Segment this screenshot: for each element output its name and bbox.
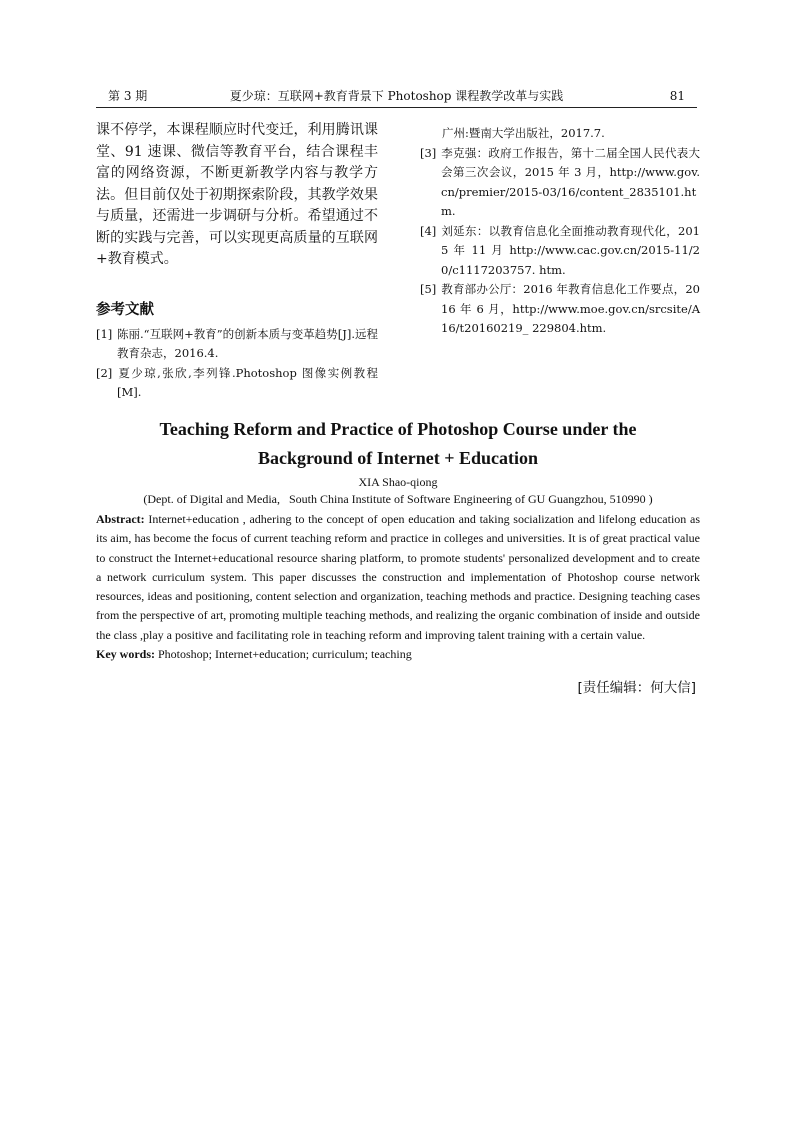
reference-item-4 bbox=[420, 222, 700, 281]
reference-continuation: 广州:暨南大学出版社，2017.7. bbox=[442, 126, 605, 140]
reference-number: [5] bbox=[420, 282, 437, 296]
right-column bbox=[420, 124, 700, 339]
reference-number: [3] bbox=[420, 145, 437, 160]
english-author: XIA Shao-qiong bbox=[358, 475, 438, 489]
reference-text: 刘延东：以教育信息化全面推动教育现代化，2015 年 11 月 http://www.cac.gov.cn/2015-11/20/c1117203757. htm. bbox=[441, 223, 700, 277]
keywords-label: Key words: bbox=[96, 647, 155, 662]
reference-text: 李克强：政府工作报告，第十二届全国人民代表大会第三次会议，2015 年 3 月，http://www.gov.cn/premier/2015-03/16/content_2835101.htm. bbox=[441, 145, 700, 218]
running-title: 夏少琼：互联网+教育背景下 Photoshop 课程教学改革与实践 bbox=[229, 89, 564, 103]
page-number: 81 bbox=[669, 89, 685, 103]
english-title bbox=[96, 415, 700, 473]
issue-number: 第 3 期 bbox=[108, 89, 148, 103]
running-header bbox=[96, 86, 697, 108]
reference-number: [2] bbox=[96, 365, 113, 380]
english-title-line-1: Teaching Reform and Practice of Photoshop Course under the bbox=[159, 419, 637, 439]
left-column bbox=[96, 120, 378, 403]
english-abstract bbox=[96, 510, 700, 645]
reference-number: [1] bbox=[96, 326, 113, 341]
abstract-label: Abstract: bbox=[96, 512, 145, 526]
english-title-line-2: Background of Internet + Education bbox=[258, 448, 538, 468]
references-heading: 参考文献 bbox=[96, 301, 154, 318]
reference-item-1 bbox=[96, 325, 378, 364]
reference-text: 陈丽.“互联网+教育”的创新本质与变革趋势[J].远程教育杂志，2016.4. bbox=[117, 326, 378, 360]
header-rule bbox=[96, 107, 697, 108]
keywords-text: Photoshop; Internet+education; curriculum; teaching bbox=[155, 647, 412, 662]
english-abstract-block bbox=[96, 415, 700, 664]
reference-item-3 bbox=[420, 144, 700, 222]
reference-text: 夏少琼,张欣,李列锋.Photoshop 图像实例教程[M]. bbox=[117, 365, 378, 399]
english-keywords bbox=[96, 645, 700, 664]
responsible-editor: [责任编辑：何大信] bbox=[577, 680, 696, 696]
abstract-text: Internet+education , adhering to the concept of open education and taking socialization and lifelong education as its aim, has become the focus of current teaching reform and practice in colleges and universities. It is of great practical value to construct the Internet+educational resource sharing platform, to promote students' personalized development and to create a network curriculum system. This paper discusses the construction and implementation of Photoshop course network resources, ideas and positioning, content selection and organization, teaching methods and practice. Designing teaching cases from the perspective of art, promoting multiple teaching methods, and realizing the organic combination of inside and outside the class ,play a positive and facilitating role in teaching reform and improving talent training with a certain value. bbox=[96, 512, 700, 642]
reference-text: 教育部办公厅：2016 年教育信息化工作要点，2016 年 6 月，http://www.moe.gov.cn/srcsite/A16/t20160219_ 229804.htm. bbox=[441, 282, 700, 335]
reference-item-2 bbox=[96, 364, 378, 403]
body-paragraph: 课不停学，本课程顺应时代变迁，利用腾讯课堂、91 速课、微信等教育平台，结合课程丰富的网络资源，不断更新教学内容与教学方法。但目前仅处于初期探索阶段，其教学效果与质量，还需进一步调研与分析。希望通过不断的实践与完善，可以实现更高质量的互联网+教育模式。 bbox=[96, 122, 378, 267]
reference-number: [4] bbox=[420, 223, 437, 238]
english-affiliation: (Dept. of Digital and Media, South China Institute of Software Engineering of GU Guangzhou, 510990 ) bbox=[143, 492, 653, 506]
reference-item-5 bbox=[420, 280, 700, 339]
